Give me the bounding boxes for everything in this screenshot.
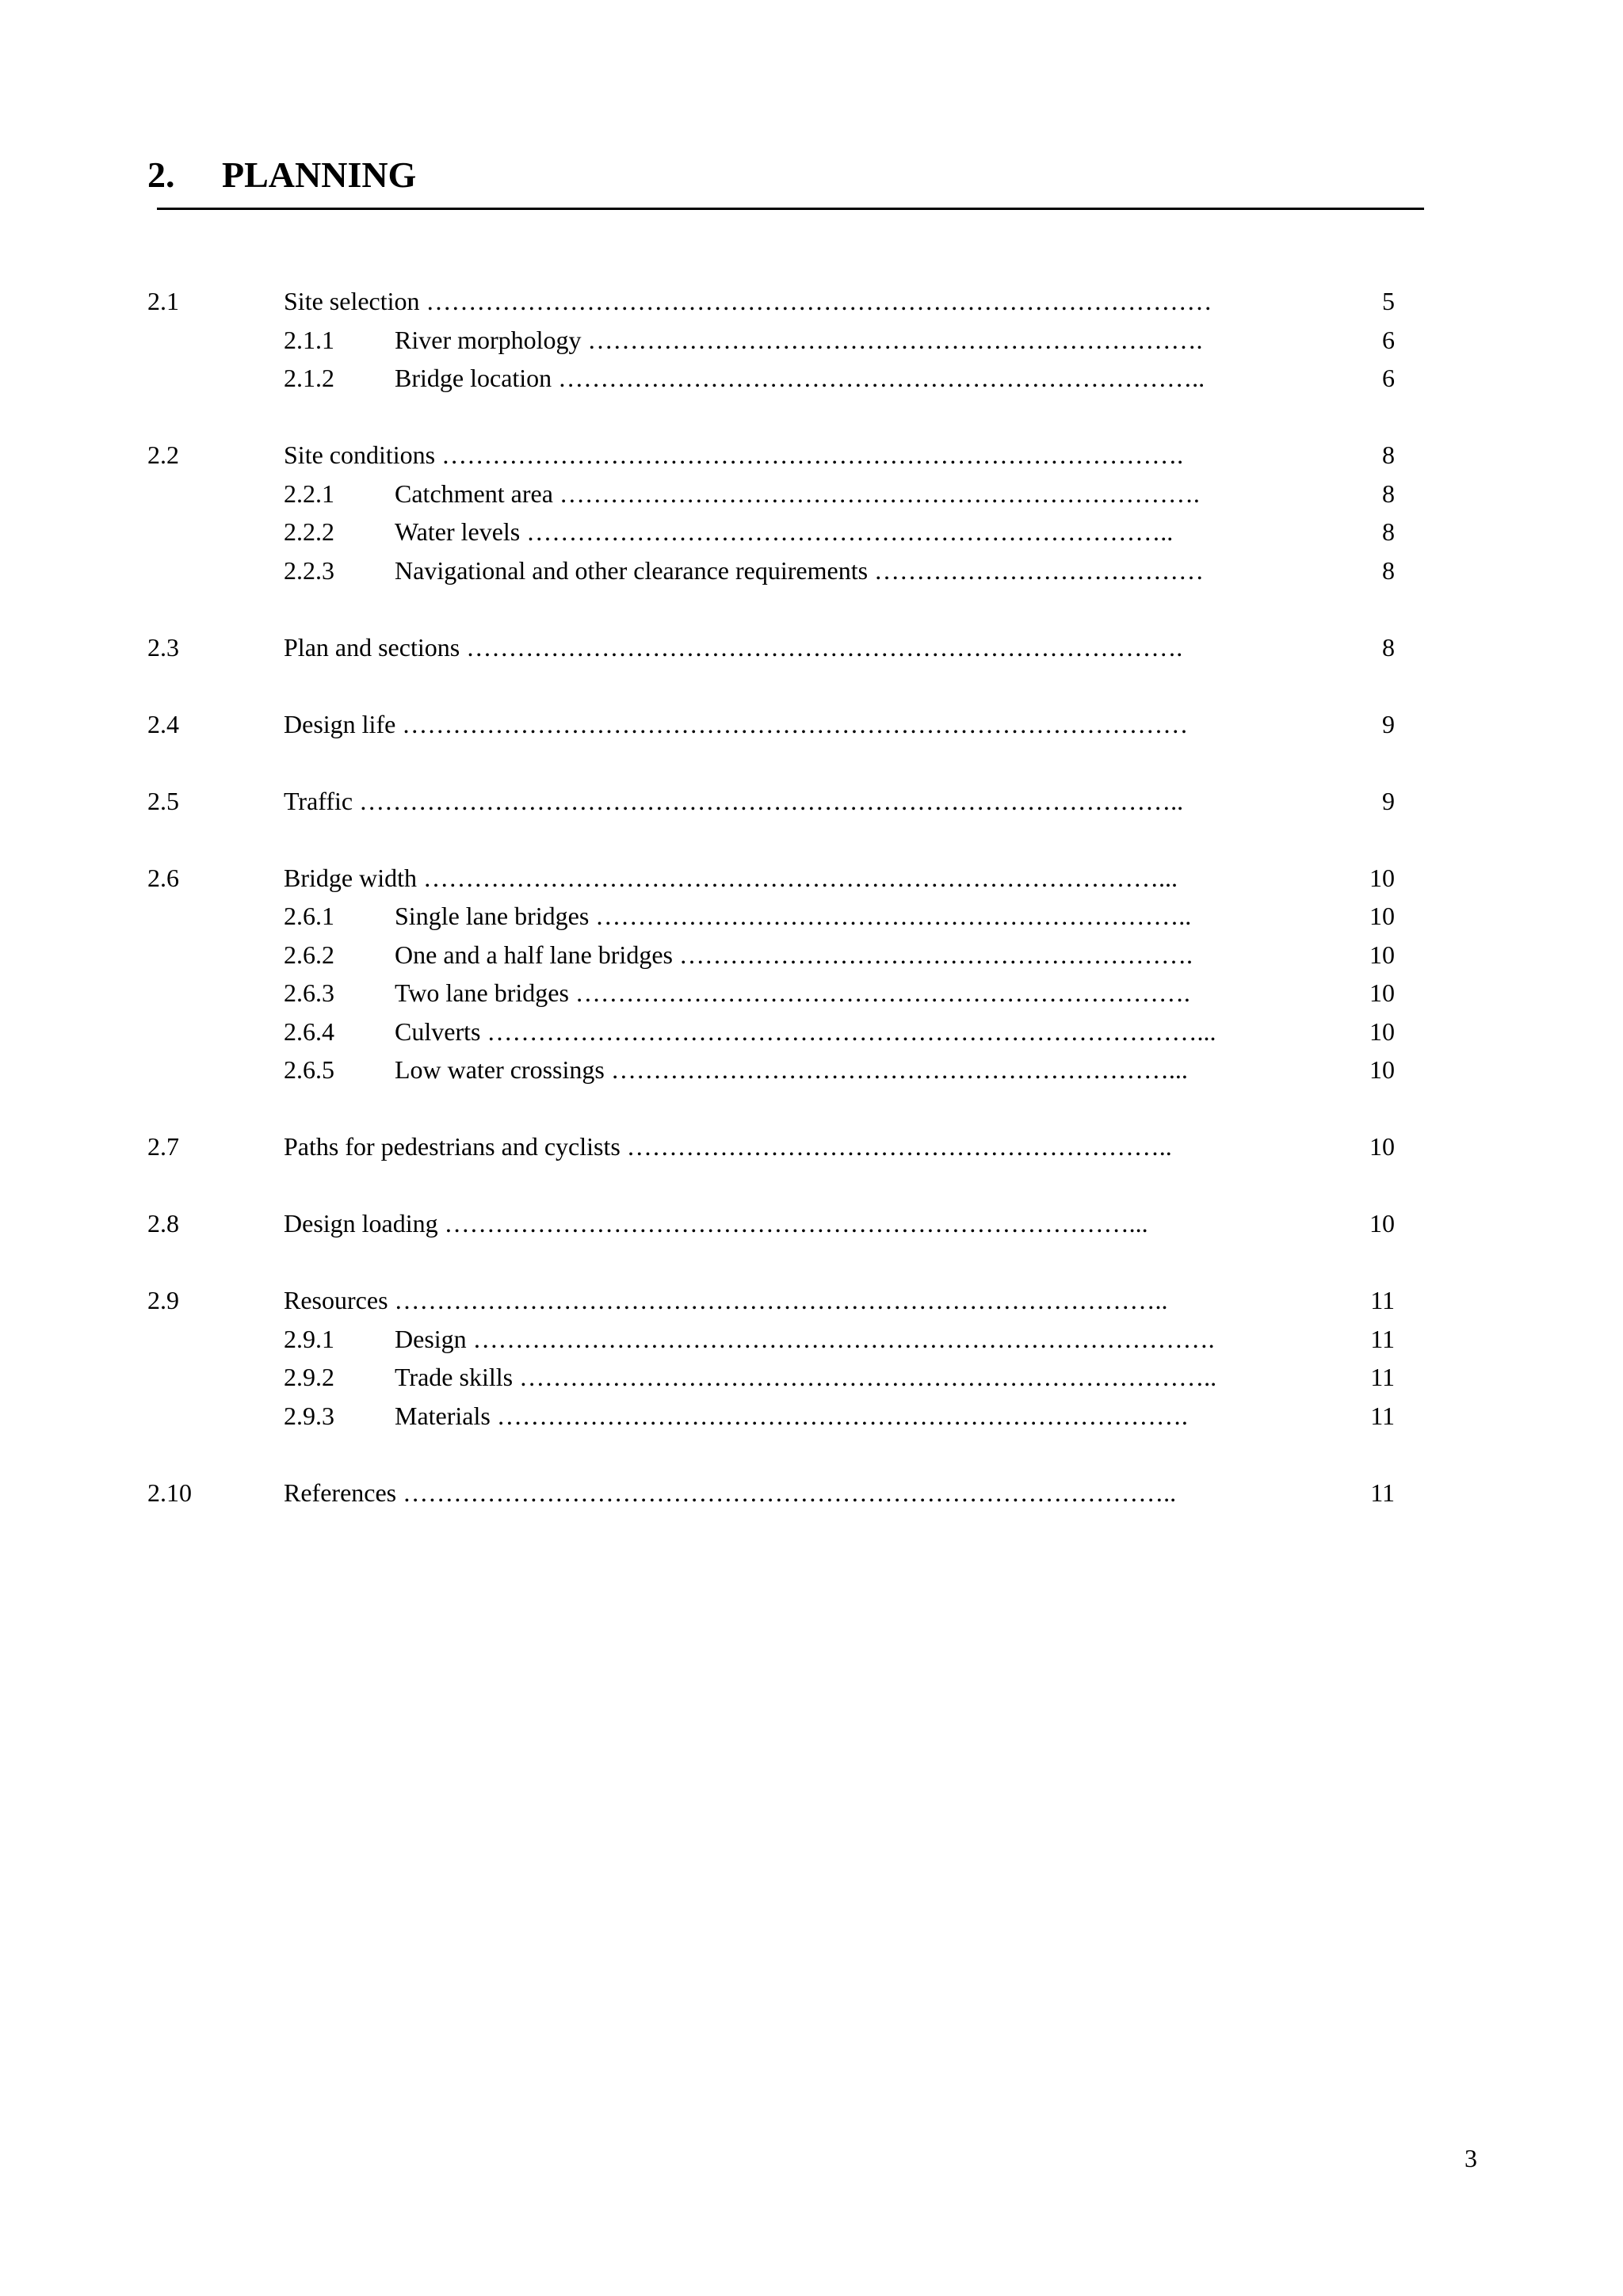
toc-entry-leader: …………………………………………………………………………...: [487, 1016, 1216, 1046]
toc-entry-title: [395, 475, 1409, 513]
toc-entry-number: 2.2.3: [284, 555, 334, 585]
toc-entry-leader: …………………………………………………………………………….: [472, 1324, 1215, 1353]
toc-entry-leader: ……………………………………………………………………………………..: [359, 786, 1184, 815]
toc-entry-number: 2.8: [147, 1209, 179, 1238]
toc-entry-page: 6: [1382, 325, 1395, 354]
toc-entry-title: [284, 436, 1409, 475]
toc-entry: [147, 1320, 1395, 1359]
toc-entry-page: 11: [1370, 1286, 1395, 1314]
toc-entry-page: 5: [1382, 287, 1395, 315]
toc-entry-title: [395, 1320, 1409, 1359]
toc-entry-title: [395, 974, 1409, 1013]
toc-entry-title-text: Two lane bridges: [395, 978, 569, 1007]
toc-entry-title-text: Traffic: [284, 786, 353, 815]
toc-entry-number: 2.1.2: [284, 364, 334, 392]
toc-entry: [147, 705, 1395, 744]
toc-entry-title-text: Paths for pedestrians and cyclists: [284, 1132, 621, 1161]
toc-entry-title-text: Navigational and other clearance requirements: [395, 555, 869, 585]
toc-entry-page: 8: [1382, 479, 1395, 508]
toc-entry-leader: ………………………………………………………………………..: [519, 1363, 1217, 1391]
toc-entry-title: [395, 359, 1409, 398]
toc-entry-number: 2.2.1: [284, 479, 334, 508]
chapter-title: PLANNING: [222, 154, 417, 195]
toc-entry-leader: ………………………………………………………………………….: [466, 632, 1183, 662]
toc-entry-number: 2.2: [147, 441, 179, 469]
toc-entry: [147, 897, 1395, 936]
toc-entry-title-text: Bridge location: [395, 364, 552, 392]
toc-entry-number: 2.9.2: [284, 1363, 334, 1391]
toc-entry-number: 2.6.5: [284, 1055, 334, 1084]
toc-entry: [147, 1204, 1395, 1243]
toc-entry: [147, 1051, 1395, 1089]
toc-entry-number: 2.6.3: [284, 978, 334, 1007]
toc-entry-leader: ……………………………………………………………….: [587, 325, 1203, 354]
toc-entry-number: 2.7: [147, 1132, 179, 1161]
toc-entry-title-text: Resources: [284, 1286, 388, 1314]
toc-entry-number: 2.1.1: [284, 325, 334, 354]
toc-entry: [147, 1127, 1395, 1166]
toc-entry: [147, 436, 1395, 475]
toc-entry-page: 10: [1369, 902, 1395, 930]
toc-entry: [147, 1397, 1395, 1436]
toc-entry-title-text: River morphology: [395, 325, 582, 354]
toc-entry-title: [395, 897, 1409, 936]
toc-entry-number: 2.1: [147, 287, 179, 315]
toc-entry: [147, 1474, 1395, 1512]
toc-entry-leader: ………………………………………………………..: [626, 1132, 1172, 1161]
toc-entry-title: [284, 1204, 1409, 1243]
toc-entry-leader: …………………………………………………………………………….: [441, 441, 1184, 469]
toc-entry-title: [284, 859, 1409, 898]
toc-entry-leader: ……………………………………………………………….: [575, 978, 1190, 1007]
toc-entry-leader: ………………………………………………………………………………..: [403, 1478, 1177, 1507]
toc-entry-title: [284, 282, 1409, 321]
toc-entry-title-text: Site conditions: [284, 441, 436, 469]
toc-entry-title: [395, 936, 1409, 974]
toc-entry-title-text: Design loading: [284, 1209, 438, 1238]
toc-entry-page: 9: [1382, 709, 1395, 738]
toc-entry-number: 2.6.4: [284, 1016, 334, 1046]
toc-entry-page: 11: [1370, 1401, 1395, 1430]
page-number: 3: [1465, 2144, 1477, 2172]
toc-entry-title: [395, 551, 1409, 590]
toc-entry-title: [395, 1051, 1409, 1089]
toc-entry-title: [284, 705, 1409, 744]
toc-entry-title-text: Low water crossings: [395, 1055, 605, 1084]
toc-entry-page: 10: [1369, 1016, 1395, 1046]
toc-entry-title-text: Plan and sections: [284, 632, 460, 662]
toc-entry-title-text: Single lane bridges: [395, 902, 590, 930]
toc-entry-page: 8: [1382, 555, 1395, 585]
toc-entry-page: 10: [1369, 1132, 1395, 1161]
chapter-heading: [147, 154, 417, 195]
toc-entry-number: 2.6.1: [284, 902, 334, 930]
toc-entry: [147, 551, 1395, 590]
toc-entry-title: [395, 513, 1409, 551]
toc-entry-title: [284, 1474, 1409, 1512]
toc-entry-leader: …………………………………………………………………..: [526, 517, 1174, 546]
toc-entry-number: 2.10: [147, 1478, 192, 1507]
toc-entry-leader: …………………………………………………………………………………: [426, 287, 1212, 315]
toc-entry: [147, 859, 1395, 898]
toc-entry-title-text: References: [284, 1478, 397, 1507]
toc-entry-title-text: Trade skills: [395, 1363, 514, 1391]
toc-entry: [147, 513, 1395, 551]
toc-entry-number: 2.2.2: [284, 517, 334, 546]
toc-entry-title-text: Design life: [284, 709, 396, 738]
toc-entry-leader: ………………………………………………………………………...: [444, 1209, 1148, 1238]
toc-entry-number: 2.4: [147, 709, 179, 738]
toc-entry-number: 2.6.2: [284, 940, 334, 969]
toc-entry-page: 11: [1370, 1363, 1395, 1391]
toc-entry-title: [395, 321, 1409, 360]
toc-entry-leader: …………………………………: [874, 555, 1205, 585]
toc-entry-page: 10: [1369, 863, 1395, 892]
toc-entry-title-text: Water levels: [395, 517, 521, 546]
toc-entry-page: 8: [1382, 441, 1395, 469]
toc-entry-number: 2.5: [147, 786, 179, 815]
toc-entry-number: 2.3: [147, 632, 179, 662]
toc-entry-leader: …………………………………………………………………………………: [402, 709, 1189, 738]
toc-entry-page: 10: [1369, 1209, 1395, 1238]
toc-entry-number: 2.6: [147, 863, 179, 892]
toc-entry-page: 8: [1382, 517, 1395, 546]
toc-entry-page: 11: [1370, 1478, 1395, 1507]
heading-rule: [157, 208, 1424, 210]
toc-entry: [147, 321, 1395, 360]
toc-entry-leader: ……………………………………………………………………………...: [422, 863, 1178, 892]
toc-entry-number: 2.9.3: [284, 1401, 334, 1430]
toc-entry: [147, 475, 1395, 513]
toc-entry-title-text: Materials: [395, 1401, 491, 1430]
chapter-number: 2.: [147, 154, 175, 195]
toc-entry: [147, 628, 1395, 667]
toc-entry: [147, 974, 1395, 1013]
toc-entry-page: 8: [1382, 632, 1395, 662]
toc-entry-page: 9: [1382, 786, 1395, 815]
toc-entry-title-text: Catchment area: [395, 479, 553, 508]
toc-entry-title: [395, 1397, 1409, 1436]
toc-entry-title-text: One and a half lane bridges: [395, 940, 673, 969]
toc-entry-title-text: Design: [395, 1324, 467, 1353]
toc-entry-leader: …………………………………………………………...: [610, 1055, 1188, 1084]
toc-entry-leader: …………………………………………………………………..: [558, 364, 1205, 392]
toc-entry-page: 11: [1370, 1324, 1395, 1353]
toc-entry-title-text: Site selection: [284, 287, 420, 315]
toc-entry: [147, 1358, 1395, 1397]
toc-entry-title: [284, 1127, 1409, 1166]
toc-entry: [147, 359, 1395, 398]
toc-entry: [147, 936, 1395, 974]
toc-entry-title: [395, 1358, 1409, 1397]
toc-entry: [147, 1281, 1395, 1320]
toc-entry-number: 2.9: [147, 1286, 179, 1314]
toc-entry-leader: ……………………………………………………………..: [595, 902, 1192, 930]
toc-entry-title: [395, 1013, 1409, 1051]
toc-entry-leader: ………………………………………………………………….: [559, 479, 1200, 508]
toc-entry-title-text: Bridge width: [284, 863, 417, 892]
toc-entry-leader: ……………………………………………………………………….: [496, 1401, 1188, 1430]
toc-entry-title-text: Culverts: [395, 1016, 481, 1046]
toc-entry-title: [284, 628, 1409, 667]
toc-entry-title: [284, 782, 1409, 821]
table-of-contents: [147, 282, 1395, 1512]
toc-entry-title: [284, 1281, 1409, 1320]
toc-entry: [147, 1013, 1395, 1051]
toc-entry-page: 10: [1369, 940, 1395, 969]
toc-entry-page: 6: [1382, 364, 1395, 392]
toc-entry: [147, 282, 1395, 321]
toc-entry: [147, 782, 1395, 821]
toc-entry-page: 10: [1369, 1055, 1395, 1084]
toc-entry-page: 10: [1369, 978, 1395, 1007]
toc-entry-number: 2.9.1: [284, 1324, 334, 1353]
toc-entry-leader: …………………………………………………….: [678, 940, 1193, 969]
toc-entry-leader: ………………………………………………………………………………..: [394, 1286, 1168, 1314]
